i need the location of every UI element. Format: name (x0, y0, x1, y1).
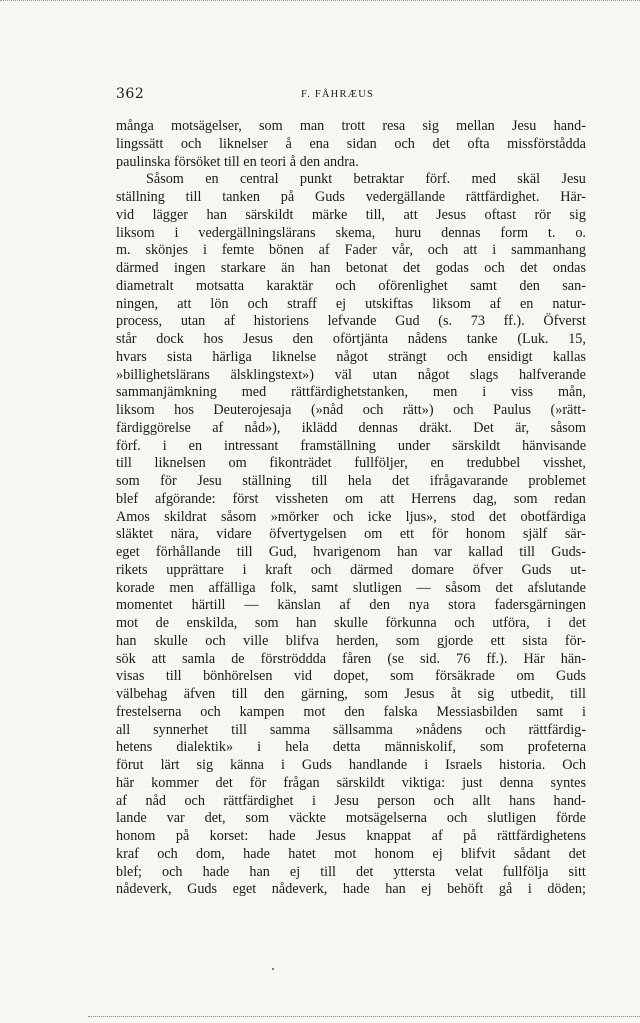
text-line: visas till bönhörelsen vid dopet, som försäkrade om Guds (116, 668, 586, 685)
text-line: ställning till tanken på Guds vedergällande rättfärdighet. Här- (116, 189, 586, 205)
text-line: »billighetslärans älsklingstext») väl utan något slags halfverande (116, 366, 586, 383)
text-line: därmed ingen starkare än han betonat det godas och det ondas (116, 260, 586, 276)
text-line: paulinska försöket till en teori å den andra. (116, 153, 359, 170)
text-line: färdiggörelse af nåd»), iklädd dennas dräkt. Det är, såsom (116, 419, 586, 436)
text-line: liksom i vedergällningslärans skema, huru dennas form t. o. (116, 224, 586, 241)
body-text (116, 118, 586, 899)
text-line: lingssätt och liknelser å ena sidan och det ofta missförstådda (116, 135, 586, 152)
text-line: här kommer det för frågan särskildt viktiga: just denna syntes (116, 774, 586, 791)
text-line: sök att samla de förströddda fåren (se sid. 76 ff.). Här hän- (116, 650, 586, 667)
text-line: står dock hos Jesus den oförtjänta nådens tanke (Luk. 15, (116, 331, 586, 347)
text-line: vid lägger han särskildt märke till, att Jesus oftast rör sig (116, 206, 586, 223)
text-line: frestelserna och kampen mot den falska Messiasbilden samt i (116, 703, 586, 720)
text-line: som för Jesu ställning till hela det ifrågavarande problemet (116, 473, 586, 489)
text-line: sammanjämkning med rättfärdighetstanken, men i viss mån, (116, 384, 586, 401)
text-line: all synnerhet till samma sällsamma »nådens och rättfärdig- (116, 721, 586, 738)
text-line: mot de enskilda, som han skulle förkunna och utföra, i det (116, 615, 586, 631)
running-head: F. FÅHRÆUS (301, 89, 375, 100)
text-line: ningen, att lön och straff ej utskiftas liksom af en natur- (116, 295, 586, 312)
top-scan-edge (0, 0, 640, 5)
page-speck (272, 968, 274, 970)
page-number: 362 (116, 86, 145, 102)
text-line: förut lärt sig känna i Guds handlande i Israels historia. Och (116, 757, 586, 773)
text-line: till liknelsen om fikonträdet fullföljer, en tredubbel visshet, (116, 455, 586, 472)
text-line: nådeverk, Guds eget nådeverk, hade han ej behöft gå i döden; (116, 881, 586, 898)
text-line: eget förhållande till Gud, hvarigenom han var kallad till Guds- (116, 544, 586, 560)
text-line: diametralt motsatta karaktär och oförenlighet samt den san- (116, 277, 586, 294)
text-line: korade men affälliga folk, samt slutligen — såsom det afslutande (116, 579, 586, 596)
text-line: Amos skildrat såsom »mörker och icke ljus», stod det obotfärdiga (116, 508, 586, 525)
text-line: m. skönjes i femte bönen af Fader vår, och att i sammanhang (116, 242, 586, 259)
text-line: rikets upprättare i kraft och därmed domare öfver Guds ut- (116, 561, 586, 578)
text-line: förf. i en intressant framställning under särskildt hänvisande (116, 437, 586, 454)
bottom-scan-edge (88, 1016, 640, 1017)
page-header (116, 86, 586, 108)
text-line: blef afgörande: först vissheten om att Herrens dag, som redan (116, 490, 586, 507)
text-line: släktet nära, vidare öfvertygelsen om ett för honom själf sär- (116, 526, 586, 543)
text-line: Såsom en central punkt betraktar förf. med skäl Jesu (146, 171, 586, 188)
text-line: hvars sista härliga liknelse något strängt och ensidigt kallas (116, 348, 586, 365)
text-line: lande var det, som väckte motsägelserna och slutligen förde (116, 810, 586, 827)
text-line: momentet härtill — känslan af den nya stora fadersgärningen (116, 597, 586, 614)
text-line: liksom hos Deuterojesaja (»nåd och rätt») och Paulus (»rätt- (116, 402, 586, 418)
text-line: hetens dialektik» i hela detta människolif, som profeterna (116, 739, 586, 756)
text-line: blef; och hade han ej till det yttersta velat fullfölja sitt (116, 863, 586, 880)
text-line: process, utan af historiens lefvande Gud (s. 73 ff.). Öfverst (116, 313, 586, 330)
text-line: många motsägelser, som man trott resa sig mellan Jesu hand- (116, 118, 586, 134)
text-line: han skulle och ville blifva herden, som gjorde ett sista för- (116, 632, 586, 649)
text-line: kraf och dom, hade hatet mot honom ej blifvit sådant det (116, 845, 586, 862)
text-line: honom på korset: hade Jesus knappat af på rättfärdighetens (116, 828, 586, 844)
text-line: välbehag äfven till den gärning, som Jesus åt sig utbedit, till (116, 686, 586, 702)
text-line: af nåd och rättfärdighet i Jesu person och allt hans hand- (116, 792, 586, 809)
